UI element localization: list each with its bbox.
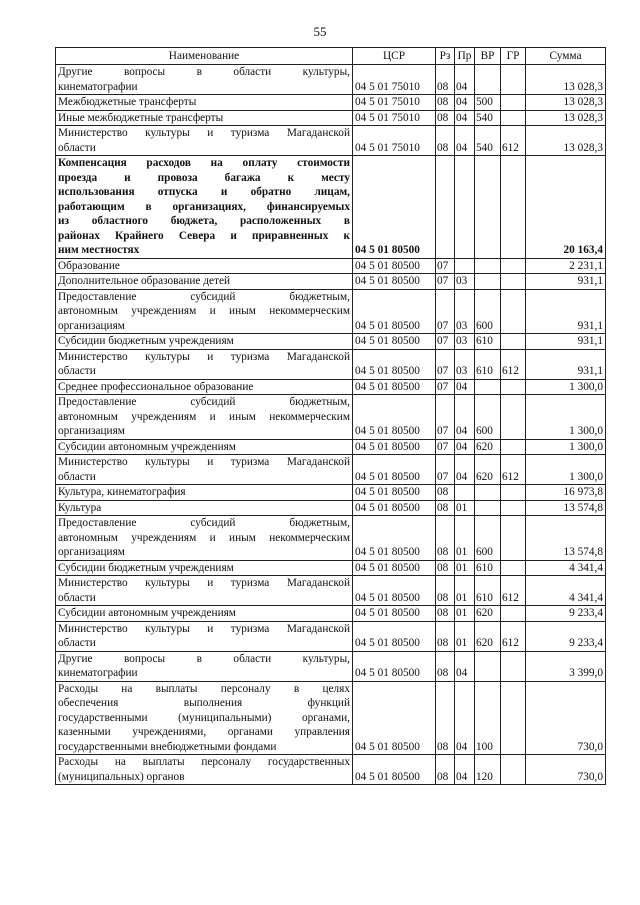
- cell-sum: 1 300,0: [526, 379, 606, 395]
- cell-pr: 04: [455, 755, 475, 785]
- cell-pr: 04: [455, 681, 475, 755]
- cell-csr: 04 5 01 80500: [353, 334, 436, 350]
- cell-sum: 4 341,4: [526, 576, 606, 606]
- cell-sum: 1 300,0: [526, 439, 606, 455]
- cell-rz: 07: [436, 455, 455, 485]
- cell-rz: 08: [436, 576, 455, 606]
- cell-gr: 612: [501, 576, 526, 606]
- cell-pr: 01: [455, 500, 475, 516]
- cell-name-line: проезда и провоза багажа к месту: [58, 171, 350, 184]
- cell-name: [56, 334, 353, 350]
- cell-csr: 04 5 01 75010: [353, 65, 436, 95]
- table-row: [56, 755, 606, 785]
- table-row: [56, 349, 606, 379]
- cell-pr: 04: [455, 65, 475, 95]
- cell-name: [56, 258, 353, 274]
- cell-gr: [501, 606, 526, 622]
- cell-rz: 08: [436, 95, 455, 111]
- cell-name-line: Иные межбюджетные трансферты: [58, 111, 224, 124]
- cell-vr: 600: [475, 516, 501, 561]
- cell-csr: 04 5 01 80500: [353, 258, 436, 274]
- cell-name: [56, 651, 353, 681]
- cell-gr: [501, 379, 526, 395]
- cell-rz: 07: [436, 258, 455, 274]
- cell-name-line: (муниципальных) органов: [58, 770, 185, 783]
- table-row: [56, 500, 606, 516]
- header-gr: ГР: [501, 48, 526, 65]
- cell-gr: [501, 560, 526, 576]
- cell-name-line: районах Крайнего Севера и приравненных к: [58, 229, 350, 242]
- cell-name-line: Министерство культуры и туризма Магаданской: [58, 622, 350, 635]
- cell-gr: [501, 289, 526, 334]
- cell-pr: 01: [455, 621, 475, 651]
- cell-sum: 2 231,1: [526, 258, 606, 274]
- cell-sum: 4 341,4: [526, 560, 606, 576]
- cell-gr: [501, 95, 526, 111]
- cell-pr: 04: [455, 439, 475, 455]
- cell-name-line: Субсидии бюджетным учреждениям: [58, 335, 234, 347]
- cell-gr: [501, 681, 526, 755]
- cell-name-line: Министерство культуры и туризма Магаданской: [58, 577, 350, 589]
- cell-name-line: Расходы на выплаты персоналу в целях: [58, 682, 350, 695]
- cell-name-line: Другие вопросы в области культуры,: [58, 652, 350, 665]
- cell-vr: 620: [475, 455, 501, 485]
- cell-name-line: государственными внебюджетными фондами: [58, 740, 277, 753]
- cell-sum: 931,1: [526, 274, 606, 290]
- cell-name-line: организациям: [58, 319, 125, 332]
- cell-gr: 612: [501, 126, 526, 156]
- cell-name-line: области: [58, 141, 96, 154]
- cell-name-line: организациям: [58, 546, 125, 558]
- cell-gr: 612: [501, 455, 526, 485]
- cell-gr: 612: [501, 621, 526, 651]
- cell-pr: 04: [455, 95, 475, 111]
- cell-sum: 730,0: [526, 681, 606, 755]
- cell-csr: 04 5 01 80500: [353, 289, 436, 334]
- cell-pr: 04: [455, 379, 475, 395]
- table-row: [56, 334, 606, 350]
- cell-rz: 08: [436, 485, 455, 501]
- cell-vr: 610: [475, 349, 501, 379]
- cell-name: [56, 156, 353, 259]
- cell-csr: 04 5 01 80500: [353, 681, 436, 755]
- cell-pr: 03: [455, 274, 475, 290]
- cell-pr: [455, 485, 475, 501]
- cell-name-line: казенными учреждениями, органами управления: [58, 726, 350, 738]
- cell-rz: [436, 156, 455, 259]
- cell-name: [56, 576, 353, 606]
- cell-pr: 04: [455, 395, 475, 440]
- cell-vr: [475, 65, 501, 95]
- cell-name-line: Образование: [58, 259, 120, 272]
- cell-csr: 04 5 01 80500: [353, 379, 436, 395]
- header-vr: ВР: [475, 48, 501, 65]
- cell-name-line: государственными (муниципальными) органами,: [58, 711, 350, 724]
- cell-vr: [475, 274, 501, 290]
- table-row: [56, 485, 606, 501]
- cell-name: [56, 500, 353, 516]
- table-row: [56, 156, 606, 259]
- table-row: [56, 126, 606, 156]
- cell-sum: 1 300,0: [526, 455, 606, 485]
- cell-name-line: области: [58, 637, 96, 649]
- cell-pr: 03: [455, 349, 475, 379]
- cell-vr: 610: [475, 576, 501, 606]
- cell-sum: 13 028,3: [526, 126, 606, 156]
- cell-pr: 01: [455, 560, 475, 576]
- cell-name-line: Другие вопросы в области культуры,: [58, 66, 350, 78]
- table-row: [56, 95, 606, 111]
- cell-rz: 08: [436, 606, 455, 622]
- cell-name: [56, 516, 353, 561]
- cell-csr: 04 5 01 80500: [353, 485, 436, 501]
- cell-csr: 04 5 01 75010: [353, 126, 436, 156]
- cell-rz: 08: [436, 500, 455, 516]
- cell-name-line: Субсидии автономным учреждениям: [58, 607, 236, 619]
- budget-table: [55, 47, 606, 785]
- cell-name: [56, 349, 353, 379]
- cell-csr: 04 5 01 80500: [353, 439, 436, 455]
- cell-gr: 612: [501, 349, 526, 379]
- cell-csr: 04 5 01 80500: [353, 516, 436, 561]
- cell-name: [56, 110, 353, 126]
- cell-gr: [501, 500, 526, 516]
- cell-vr: [475, 485, 501, 501]
- cell-rz: 08: [436, 651, 455, 681]
- cell-csr: 04 5 01 80500: [353, 349, 436, 379]
- cell-csr: 04 5 01 80500: [353, 755, 436, 785]
- header-csr: ЦСР: [353, 48, 436, 65]
- cell-vr: [475, 156, 501, 259]
- cell-gr: [501, 651, 526, 681]
- cell-name-line: области: [58, 365, 96, 377]
- cell-name: [56, 455, 353, 485]
- cell-csr: 04 5 01 80500: [353, 274, 436, 290]
- cell-sum: 13 574,8: [526, 500, 606, 516]
- cell-rz: 08: [436, 681, 455, 755]
- table-row: [56, 289, 606, 334]
- cell-rz: 07: [436, 349, 455, 379]
- cell-name-line: Расходы на выплаты персоналу государственных: [58, 756, 350, 768]
- cell-name-line: области: [58, 470, 96, 483]
- cell-csr: 04 5 01 80500: [353, 156, 436, 259]
- cell-name-line: области: [58, 591, 96, 604]
- cell-sum: 13 028,3: [526, 110, 606, 126]
- cell-vr: 540: [475, 126, 501, 156]
- cell-vr: 620: [475, 606, 501, 622]
- cell-name-line: Министерство культуры и туризма Магаданской: [58, 127, 350, 139]
- cell-name: [56, 126, 353, 156]
- cell-pr: 04: [455, 126, 475, 156]
- cell-gr: [501, 516, 526, 561]
- cell-name-line: автономным учреждениям и иным некоммерческим: [58, 410, 350, 423]
- cell-name-line: организациям: [58, 425, 125, 437]
- table-row: [56, 560, 606, 576]
- cell-name-line: автономным учреждениям и иным некоммерческим: [58, 531, 350, 544]
- cell-rz: 07: [436, 274, 455, 290]
- cell-rz: 08: [436, 110, 455, 126]
- cell-rz: 07: [436, 289, 455, 334]
- cell-vr: 100: [475, 681, 501, 755]
- cell-name: [56, 439, 353, 455]
- cell-name: [56, 95, 353, 111]
- cell-sum: 730,0: [526, 755, 606, 785]
- cell-csr: 04 5 01 80500: [353, 621, 436, 651]
- cell-vr: [475, 500, 501, 516]
- cell-vr: 500: [475, 95, 501, 111]
- cell-name-line: Компенсация расходов на оплату стоимости: [58, 157, 350, 169]
- table-row: [56, 516, 606, 561]
- cell-name: [56, 681, 353, 755]
- cell-name-line: Субсидии автономным учреждениям: [58, 440, 236, 453]
- table-row: [56, 455, 606, 485]
- header-rz: Рз: [436, 48, 455, 65]
- cell-name-line: кинематографии: [58, 80, 138, 93]
- cell-name-line: Министерство культуры и туризма Магаданской: [58, 456, 350, 468]
- cell-sum: 9 233,4: [526, 621, 606, 651]
- cell-vr: 600: [475, 395, 501, 440]
- cell-sum: 13 028,3: [526, 65, 606, 95]
- cell-rz: 08: [436, 621, 455, 651]
- cell-sum: 9 233,4: [526, 606, 606, 622]
- cell-pr: 04: [455, 110, 475, 126]
- cell-rz: 08: [436, 755, 455, 785]
- cell-name-line: кинематографии: [58, 667, 138, 679]
- cell-sum: 16 973,8: [526, 485, 606, 501]
- cell-rz: 08: [436, 126, 455, 156]
- cell-gr: [501, 439, 526, 455]
- cell-gr: [501, 334, 526, 350]
- cell-name: [56, 395, 353, 440]
- cell-rz: 07: [436, 379, 455, 395]
- cell-name-line: Культура, кинематография: [58, 486, 186, 498]
- cell-csr: 04 5 01 75010: [353, 110, 436, 126]
- table-row: [56, 110, 606, 126]
- cell-csr: 04 5 01 80500: [353, 395, 436, 440]
- table-row: [56, 65, 606, 95]
- cell-name: [56, 606, 353, 622]
- cell-name-line: Межбюджетные трансферты: [58, 96, 197, 108]
- cell-name: [56, 289, 353, 334]
- table-row: [56, 621, 606, 651]
- cell-pr: 03: [455, 289, 475, 334]
- cell-rz: 07: [436, 439, 455, 455]
- header-name: Наименование: [56, 48, 353, 65]
- cell-name-line: автономным учреждениям и иным некоммерческим: [58, 305, 350, 317]
- cell-sum: 20 163,4: [526, 156, 606, 259]
- cell-name-line: Дополнительное образование детей: [58, 275, 231, 287]
- cell-csr: 04 5 01 80500: [353, 455, 436, 485]
- cell-sum: 13 574,8: [526, 516, 606, 561]
- cell-gr: [501, 65, 526, 95]
- cell-vr: [475, 258, 501, 274]
- cell-csr: 04 5 01 80500: [353, 651, 436, 681]
- cell-pr: 01: [455, 606, 475, 622]
- cell-name-line: Субсидии бюджетным учреждениям: [58, 561, 234, 574]
- table-row: [56, 681, 606, 755]
- cell-name-line: Среднее профессиональное образование: [58, 380, 254, 393]
- cell-vr: 120: [475, 755, 501, 785]
- cell-name-line: Культура: [58, 501, 102, 514]
- cell-name-line: Предоставление субсидий бюджетным,: [58, 290, 350, 303]
- cell-sum: 1 300,0: [526, 395, 606, 440]
- cell-vr: [475, 379, 501, 395]
- cell-csr: 04 5 01 75010: [353, 95, 436, 111]
- cell-pr: 04: [455, 651, 475, 681]
- cell-rz: 08: [436, 65, 455, 95]
- cell-pr: 03: [455, 334, 475, 350]
- cell-gr: [501, 274, 526, 290]
- cell-name: [56, 485, 353, 501]
- cell-rz: 08: [436, 560, 455, 576]
- cell-gr: [501, 755, 526, 785]
- cell-rz: 07: [436, 334, 455, 350]
- header-pr: Пр: [455, 48, 475, 65]
- page-number: 55: [313, 24, 327, 39]
- cell-csr: 04 5 01 80500: [353, 560, 436, 576]
- cell-pr: 04: [455, 455, 475, 485]
- cell-pr: [455, 156, 475, 259]
- cell-sum: 931,1: [526, 289, 606, 334]
- cell-vr: [475, 651, 501, 681]
- cell-gr: [501, 258, 526, 274]
- cell-name: [56, 755, 353, 785]
- cell-pr: 01: [455, 516, 475, 561]
- cell-name: [56, 560, 353, 576]
- cell-csr: 04 5 01 80500: [353, 500, 436, 516]
- cell-sum: 931,1: [526, 349, 606, 379]
- cell-name: [56, 379, 353, 395]
- table-row: [56, 274, 606, 290]
- cell-gr: [501, 156, 526, 259]
- cell-name-line: Министерство культуры и туризма Магаданской: [58, 350, 350, 363]
- table-body: [56, 65, 606, 785]
- cell-sum: 13 028,3: [526, 95, 606, 111]
- table-header-row: [56, 48, 606, 65]
- cell-name-line: работающим в организациях, финансируемых: [58, 200, 350, 213]
- table-row: [56, 606, 606, 622]
- cell-csr: 04 5 01 80500: [353, 606, 436, 622]
- table-row: [56, 651, 606, 681]
- cell-gr: [501, 485, 526, 501]
- cell-name-line: Предоставление субсидий бюджетным,: [58, 517, 350, 529]
- cell-vr: 540: [475, 110, 501, 126]
- table-row: [56, 258, 606, 274]
- cell-vr: 610: [475, 334, 501, 350]
- cell-rz: 07: [436, 395, 455, 440]
- cell-vr: 610: [475, 560, 501, 576]
- header-sum: Сумма: [526, 48, 606, 65]
- cell-name: [56, 274, 353, 290]
- cell-sum: 3 399,0: [526, 651, 606, 681]
- cell-gr: [501, 395, 526, 440]
- cell-name-line: из областного бюджета, расположенных в: [58, 215, 350, 227]
- cell-csr: 04 5 01 80500: [353, 576, 436, 606]
- cell-pr: [455, 258, 475, 274]
- cell-pr: 01: [455, 576, 475, 606]
- table-row: [56, 395, 606, 440]
- cell-vr: 620: [475, 439, 501, 455]
- cell-name: [56, 621, 353, 651]
- table-row: [56, 379, 606, 395]
- cell-name-line: Предоставление субсидий бюджетным,: [58, 396, 350, 408]
- cell-name-line: обеспечения выполнения функций: [58, 697, 350, 709]
- cell-gr: [501, 110, 526, 126]
- cell-name-line: ним местностях: [58, 244, 140, 256]
- table-row: [56, 576, 606, 606]
- table-row: [56, 439, 606, 455]
- cell-rz: 08: [436, 516, 455, 561]
- cell-sum: 931,1: [526, 334, 606, 350]
- cell-name-line: использования отпуска и обратно лицам,: [58, 186, 350, 198]
- cell-name: [56, 65, 353, 95]
- cell-vr: 620: [475, 621, 501, 651]
- cell-vr: 600: [475, 289, 501, 334]
